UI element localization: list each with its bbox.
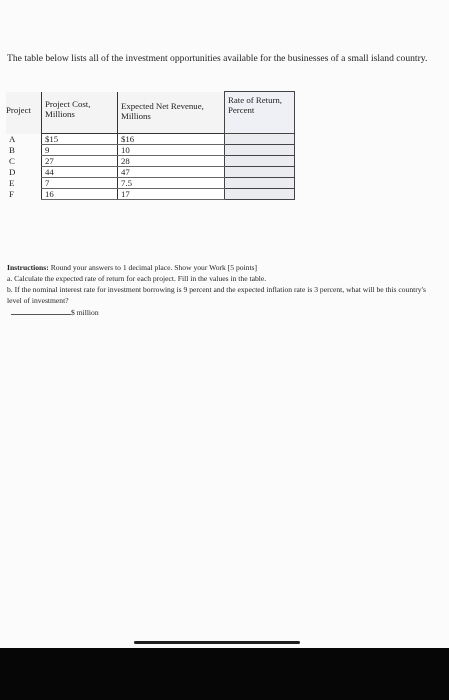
header-rate-of-return: Rate of Return, Percent: [225, 92, 295, 134]
expected-revenue-cell: 17: [118, 189, 225, 200]
rate-of-return-input[interactable]: [225, 134, 295, 145]
intro-paragraph: The table below lists all of the investment opportunities available for the businesses of a small island country.: [7, 52, 428, 64]
table-row: [6, 167, 295, 178]
expected-revenue-cell: $16: [118, 134, 225, 145]
table-row: [6, 134, 295, 145]
expected-revenue-cell: 28: [118, 156, 225, 167]
investment-answer-input[interactable]: [11, 306, 71, 315]
expected-revenue-cell: 10: [118, 145, 225, 156]
table-header-row: [6, 92, 295, 134]
home-indicator: [134, 641, 300, 644]
table-row: [6, 156, 295, 167]
answer-row: [7, 306, 427, 318]
rate-of-return-input[interactable]: [225, 167, 295, 178]
table-row: [6, 189, 295, 200]
instructions-text: Round your answers to 1 decimal place. Show your Work [5 points]: [50, 263, 258, 272]
project-letter: A: [9, 133, 16, 144]
rate-of-return-input[interactable]: [225, 145, 295, 156]
rate-of-return-input[interactable]: [225, 178, 295, 189]
expected-revenue-cell: 47: [118, 167, 225, 178]
instructions-label: Instructions:: [7, 263, 49, 272]
expected-revenue-cell: 7.5: [118, 178, 225, 189]
project-cost-cell: 7: [42, 178, 118, 189]
project-cost-cell: $15: [42, 134, 118, 145]
project-cost-cell: 27: [42, 156, 118, 167]
project-letter: B: [9, 144, 15, 155]
project-letter: F: [9, 188, 14, 199]
table-row: [6, 178, 295, 189]
part-a-text: a. Calculate the expected rate of return for each project. Fill in the values in the table.: [7, 274, 267, 283]
bottom-black-bar: [0, 648, 449, 700]
answer-unit: $ million: [71, 308, 99, 317]
project-letter: C: [9, 155, 15, 166]
part-b-text: b. If the nominal interest rate for investment borrowing is 9 percent and the expected inflation rate is 3 percent, what will be this country's level of investment?: [7, 285, 426, 305]
project-letter: D: [9, 166, 16, 177]
rate-of-return-input[interactable]: [225, 189, 295, 200]
project-cost-cell: 16: [42, 189, 118, 200]
project-cost-cell: 44: [42, 167, 118, 178]
table-row: [6, 145, 295, 156]
instructions-block: [7, 262, 427, 318]
header-project-cost: Project Cost, Millions: [42, 92, 118, 134]
investment-table: [6, 91, 295, 200]
project-cost-cell: 9: [42, 145, 118, 156]
instructions-heading: [7, 262, 427, 273]
rate-of-return-input[interactable]: [225, 156, 295, 167]
header-project: Project: [6, 92, 42, 134]
header-expected-revenue: Expected Net Revenue, Millions: [118, 92, 225, 134]
project-letter: E: [9, 177, 15, 188]
